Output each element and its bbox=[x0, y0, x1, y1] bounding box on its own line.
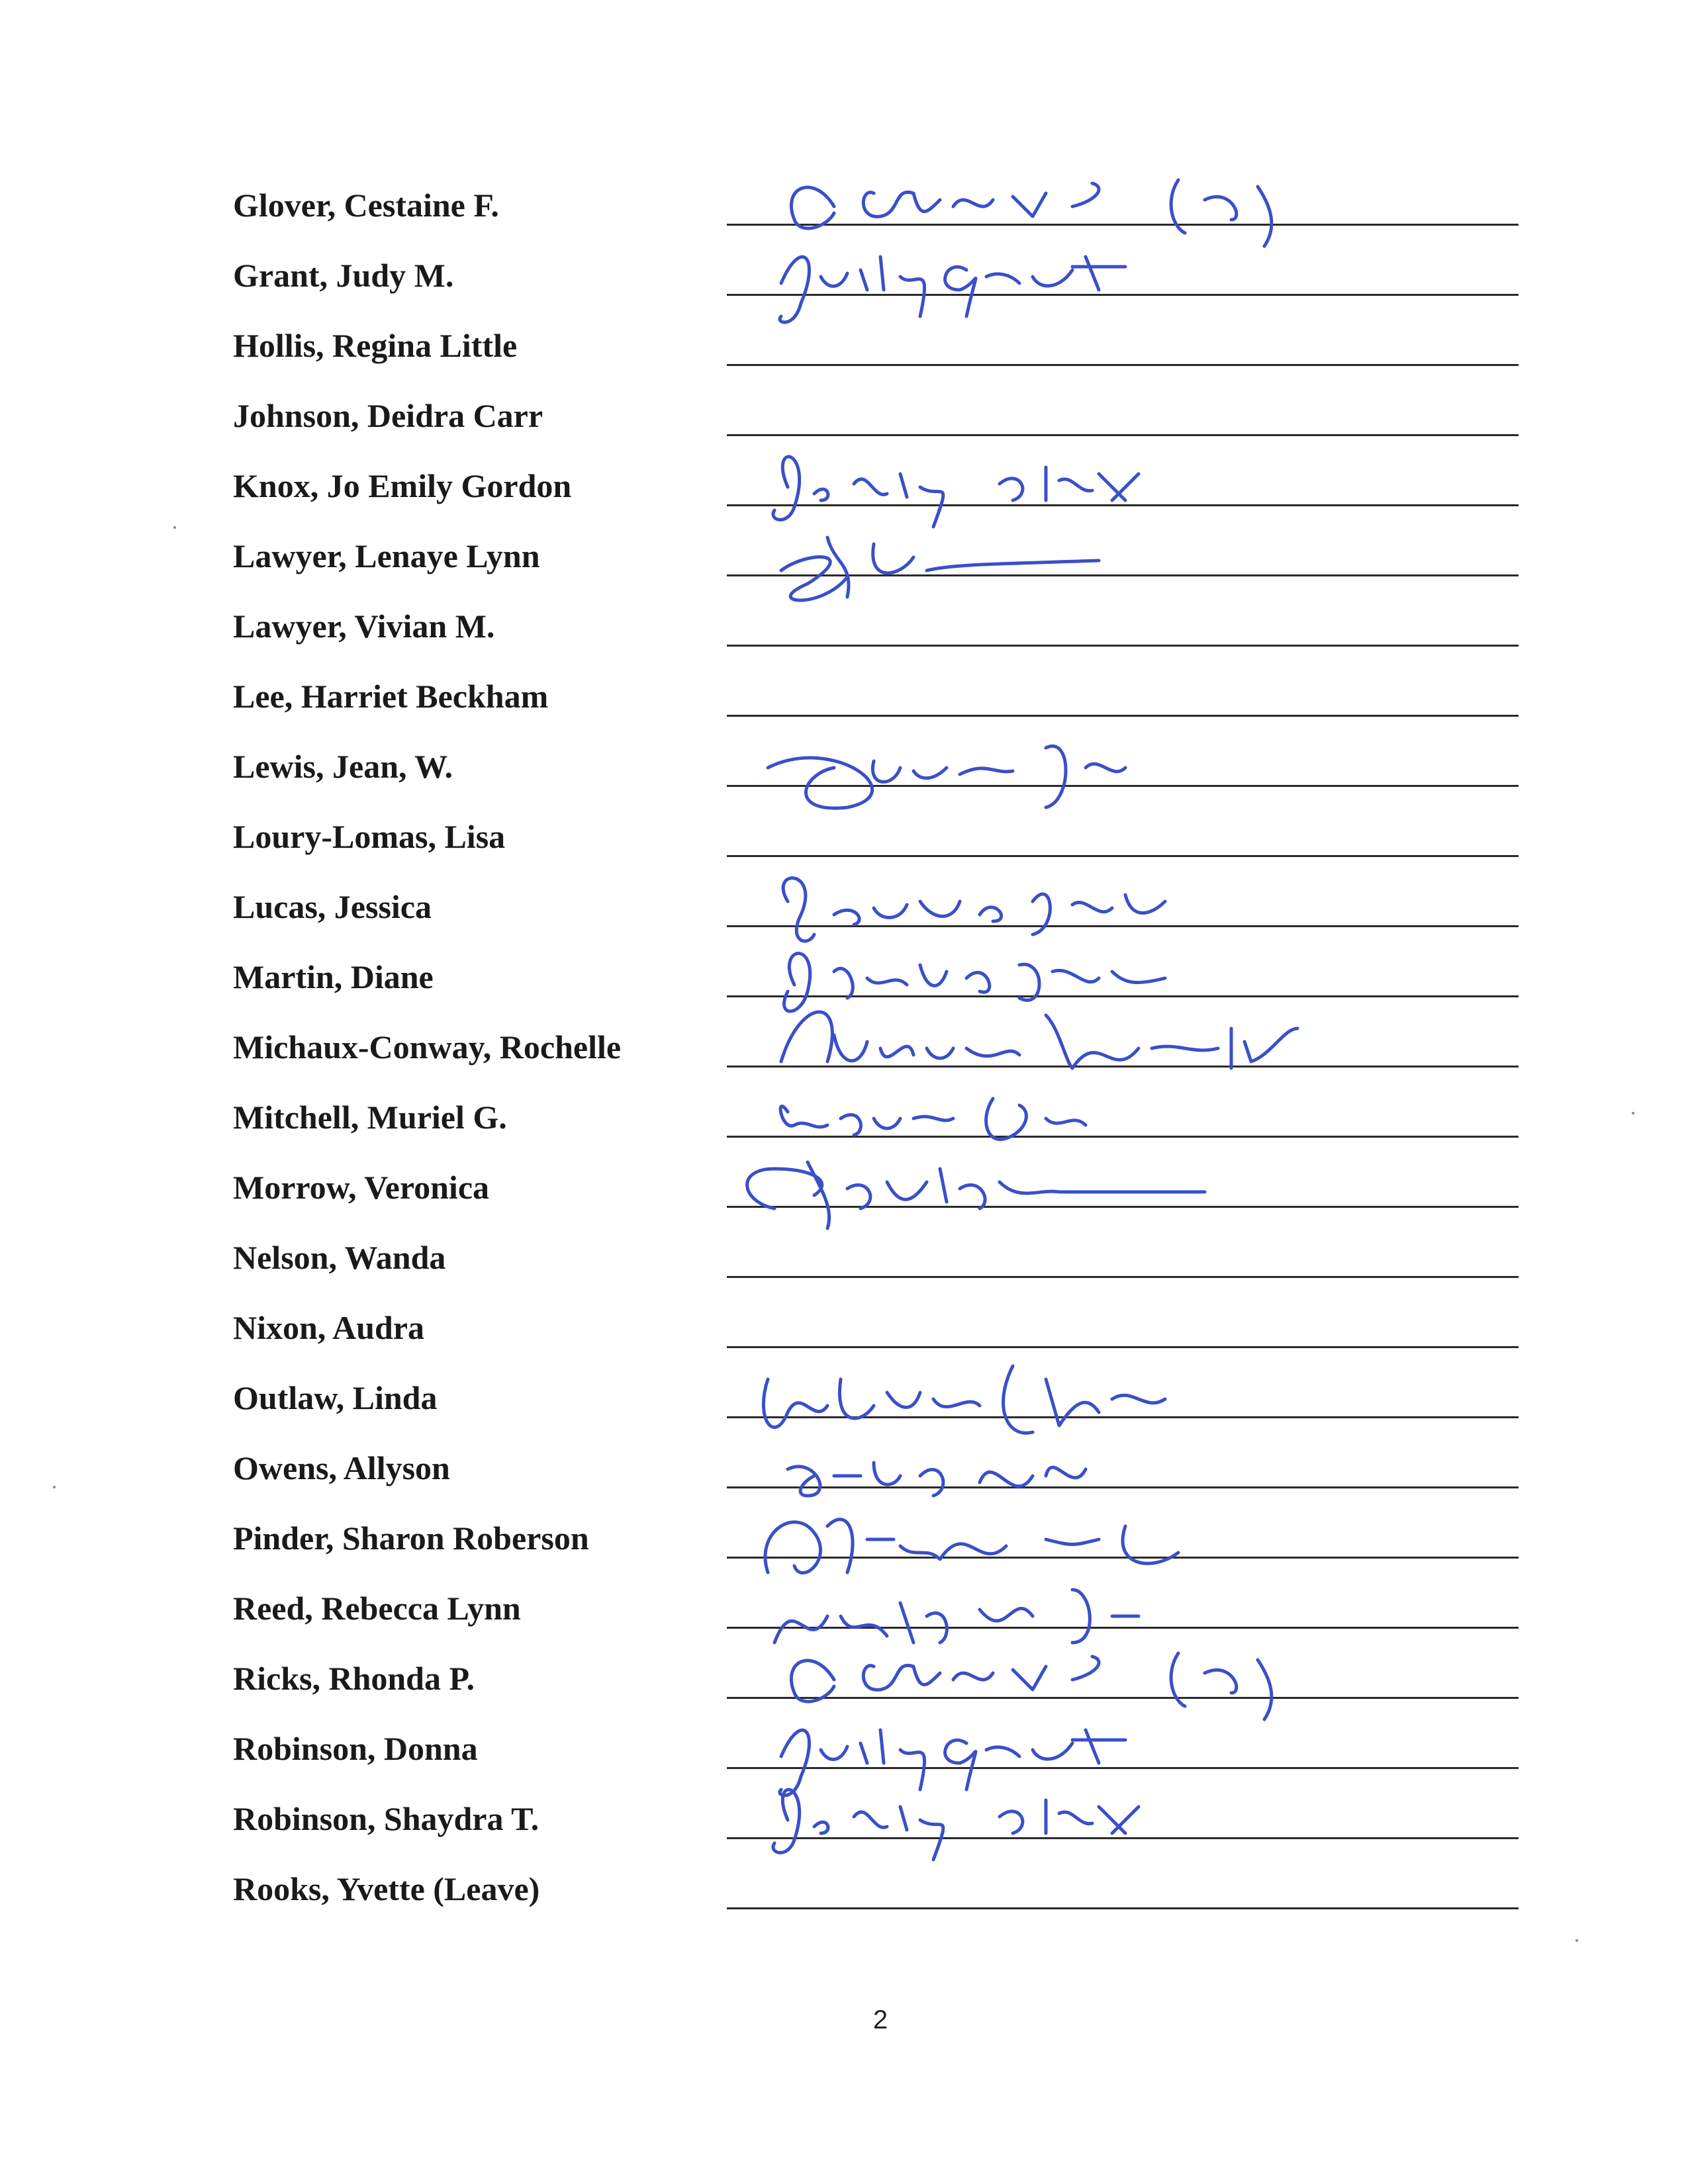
handwritten-signature bbox=[702, 217, 1483, 316]
signature-line bbox=[727, 1276, 1519, 1278]
roster-name: Pinder, Sharon Roberson bbox=[233, 1520, 589, 1557]
signature-stroke bbox=[768, 746, 1125, 808]
roster-name: Grant, Judy M. bbox=[233, 257, 454, 294]
roster-name: Loury-Lomas, Lisa bbox=[233, 818, 506, 855]
roster-name: Martin, Diane bbox=[233, 958, 434, 995]
signature-stroke bbox=[773, 1790, 1139, 1860]
roster-name: Ricks, Rhonda P. bbox=[233, 1660, 475, 1697]
roster-name: Glover, Cestaine F. bbox=[233, 187, 499, 224]
roster-row bbox=[0, 601, 1688, 671]
roster-name: Lawyer, Vivian M. bbox=[233, 608, 495, 645]
roster-row bbox=[0, 1162, 1688, 1232]
roster-name: Lucas, Jessica bbox=[233, 888, 432, 925]
handwritten-signature bbox=[702, 498, 1483, 597]
roster-name: Lee, Harriet Beckham bbox=[233, 678, 549, 715]
roster-row bbox=[0, 531, 1688, 601]
roster-name: Robinson, Donna bbox=[233, 1730, 478, 1767]
handwritten-signature bbox=[702, 1760, 1483, 1860]
roster-row bbox=[0, 1794, 1688, 1864]
page-number: 2 bbox=[872, 2005, 888, 2034]
signature-line bbox=[727, 364, 1519, 366]
roster-name: Johnson, Deidra Carr bbox=[233, 397, 543, 434]
roster-name: Morrow, Veronica bbox=[233, 1169, 490, 1206]
signature-line bbox=[727, 1907, 1519, 1909]
signature-stroke bbox=[747, 1162, 1205, 1228]
roster-name: Knox, Jo Emily Gordon bbox=[233, 467, 572, 504]
handwritten-signature bbox=[702, 1129, 1483, 1228]
roster-name: Hollis, Regina Little bbox=[233, 327, 518, 364]
roster-row bbox=[0, 1232, 1688, 1302]
roster-name: Mitchell, Muriel G. bbox=[233, 1099, 507, 1136]
roster-name: Outlaw, Linda bbox=[233, 1379, 438, 1416]
roster-name: Robinson, Shaydra T. bbox=[233, 1800, 539, 1837]
signature-stroke bbox=[781, 537, 1099, 600]
signature-line bbox=[727, 645, 1519, 647]
roster-row bbox=[0, 320, 1688, 390]
roster-row bbox=[0, 1864, 1688, 1934]
roster-name: Rooks, Yvette (Leave) bbox=[233, 1870, 540, 1907]
signature-stroke bbox=[780, 257, 1125, 322]
roster-name: Owens, Allyson bbox=[233, 1449, 450, 1486]
roster-name: Reed, Rebecca Lynn bbox=[233, 1590, 521, 1627]
roster-name: Michaux-Conway, Rochelle bbox=[233, 1028, 622, 1066]
scan-speck bbox=[1575, 1939, 1578, 1942]
roster-row bbox=[0, 250, 1688, 320]
roster-name: Lewis, Jean, W. bbox=[233, 748, 453, 785]
handwritten-signature bbox=[702, 708, 1483, 807]
roster-row bbox=[0, 741, 1688, 811]
roster-name: Nelson, Wanda bbox=[233, 1239, 446, 1276]
roster-name: Lawyer, Lenaye Lynn bbox=[233, 537, 540, 574]
roster-name: Nixon, Audra bbox=[233, 1309, 424, 1346]
